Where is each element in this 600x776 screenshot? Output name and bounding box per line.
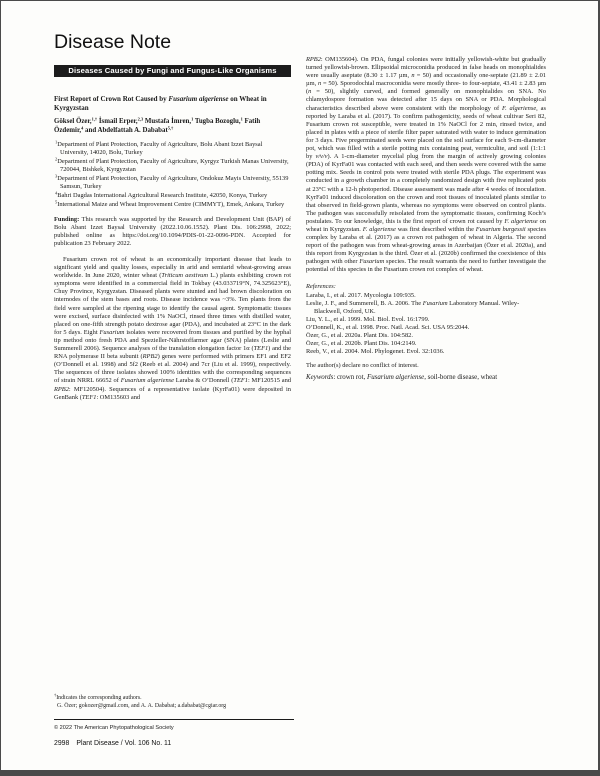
- author-affiliation-mark: 1: [191, 116, 194, 122]
- reference-item: Leslie, J. F., and Summerell, B. A. 2006. The Fusarium Laboratory Manual. Wiley-Blackwell, Oxford, UK.: [306, 299, 520, 315]
- right-column: [306, 56, 546, 382]
- keywords-text: : crown rot,: [333, 373, 367, 381]
- italic-term: v/v/v: [315, 153, 328, 161]
- page-footer: [54, 740, 171, 747]
- affiliation: [54, 175, 291, 191]
- italic-term: Fusarium burgessii: [475, 225, 526, 233]
- italic-term: TEF1: [233, 377, 248, 385]
- italic-term: n: [318, 80, 322, 88]
- affiliation: [54, 141, 291, 157]
- keywords: [306, 374, 546, 382]
- reference-item: Liu, Y. L., et al. 1999. Mol. Biol. Evol. 16:1799.: [306, 315, 430, 323]
- funding-label: Funding:: [54, 215, 80, 223]
- affiliation-text: Bahri Dagdas International Agricultural Research Institute, 42050, Konya, Turkey: [57, 191, 268, 199]
- italic-term: TEF1: [253, 345, 269, 353]
- references-list: [306, 292, 546, 356]
- corresponding-note-text: Indicates the corresponding authors.: [56, 695, 142, 701]
- italic-term: Fusarium: [422, 299, 448, 307]
- affiliation-number: 4: [55, 190, 58, 196]
- italic-term: Fusarium algeriense: [120, 377, 174, 385]
- affiliation: [54, 192, 291, 200]
- reference-item: O’Donnell, K., et al. 1998. Proc. Natl. Acad. Sci. USA 95:2044.: [306, 323, 470, 331]
- footnote: [54, 692, 294, 710]
- author-name: Göksel Özer,: [54, 118, 92, 126]
- body-text-left: Fusarium crown rot of wheat is an economically important disease that leads to significant yield and quality losses, especially in arid and semiarid wheat-growing areas worldwide. In June 2020, winter wheat (Triticum aestivum L.) plants exhibiting crown rot symptoms were identified in a commercial field in Tokbay (43.033719°N, 74.325623°E), Chuy Province, Kyrgyzstan. Diseased plants were stunted and had brown discoloration on internodes of the stem bases and roots. Disease incidence was ~3%. Ten plants from the field were sampled at the ripening stage to identify the causal agent. Symptomatic tissues were excised, surface disinfected with 1% NaOCl, rinsed three times with distilled water, placed on one-fifth strength potato dextrose agar (PDA), and incubated at 23°C in the dark for 5 days. Eight Fusarium isolates were recovered from tissues and purified by the hyphal tip method onto fresh PDA and Spezieller-Nährstoffarmer agar (SNA) plates (Leslie and Summerell 2006). Sequence analyses of the translation elongation factor 1α (TEF1) and the RNA polymerase II beta subunit (RPB2) genes were performed with primers EF1 and EF2 (O’Donnell et al. 1998) and 5f2 (Reeb et al. 2004) and 7cr (Liu et al. 1999), respectively. The sequences of three isolates showed 100% identities with the corresponding sequences of strain NRRL 66652 of Fusarium algeriense Laraba & O’Donnell (TEF1: MF120515 and RPB2: MF120504). Sequences of a representative isolate (KyrFa01) were deposited in GenBank (TEF1: OM135603 and: [54, 256, 292, 401]
- italic-term: Triticum aestivum: [161, 272, 208, 280]
- article-title: [54, 95, 291, 112]
- italic-term: n: [308, 88, 312, 96]
- affiliation-text: Department of Plant Protection, Faculty of Agriculture, Bolu Abant Izzet Baysal University, 14020, Bolu, Turkey: [57, 141, 263, 157]
- affiliation-text: Department of Plant Protection, Faculty of Agriculture, Ondokuz Mayis University, 55139 Samsun, Turkey: [57, 175, 289, 190]
- affiliation: [54, 158, 291, 174]
- author-name: Fatih Özdemir,: [54, 118, 261, 134]
- reference-item: Özer, G., et al. 2020b. Plant Dis. 104:2149.: [306, 339, 417, 347]
- article-title-text: First Report of Crown Rot Caused by: [54, 95, 169, 103]
- affiliation-number: 1: [55, 139, 58, 145]
- reference-item: Laraba, I., et al. 2017. Mycologia 109:935.: [306, 291, 416, 299]
- affiliation-text: International Maize and Wheat Improvement Centre (CIMMYT), Emek, Ankara, Turkey: [57, 200, 285, 208]
- author-affiliation-mark: 5,†: [167, 125, 174, 131]
- page-number: 2998: [54, 740, 70, 747]
- section-band: Diseases Caused by Fungi and Fungus-Like Organisms: [54, 65, 291, 77]
- reference-item: Özer, G., et al. 2020a. Plant Dis. 104:582.: [306, 331, 413, 339]
- italic-term: F. algeriense: [504, 217, 538, 225]
- italic-term: RPB2: [54, 385, 69, 393]
- italic-term: n: [411, 72, 415, 80]
- journal-page: [1, 1, 598, 770]
- body-text-right: RPB2: OM135604). On PDA, fungal colonies were initially yellowish-white but gradually turned yellowish-brown. Ellipsoidal microconidia produced in false heads on monophialides were usually aseptate (8.30 ± 1.17 µm, n = 50) and occasionally one-septate (21.89 ± 2.01 µm, n = 50). Sporodochial macroconidia were mostly three- to four-septate, 43.41 ± 2.83 µm (n = 50), slightly curved, and formed generally on monophialides on SNA. No chlamydospore formation was detected after 15 days on SNA or PDA. Morphological characteristics described above were consistent with the morphology of F. algeriense, as reported by Laraba et al. (2017). To confirm pathogenicity, seeds of wheat cultivar Seri 82, Fusarium crown rot susceptible, were treated in 1% NaOCl for 2 min, rinsed twice, and placed in plates with a piece of sterile filter paper saturated with water to induce germination for 3 days. Five pregerminated seeds were placed on the soil surface for each 9-cm-diameter pot, which was filled with a sterile potting mix containing peat, vermiculite, and soil (1:1:1 by v/v/v). A 1-cm-diameter mycelial plug from the margin of actively growing colonies (PDA) of KyrFa01 was contacted with each seed, and then seeds were covered with the same potting mix. Seeds in control pots were treated with sterile PDA plugs. The experiment was conducted in a growth chamber in a completely randomized design with five replicated pots at 23°C with a 12-h photoperiod. Disease assessment was made after 4 weeks of inoculation. KyrFa01 induced discoloration on the crown and root tissues of inoculated plants similar to that observed in field-grown plants, whereas no symptoms were observed on control plants. The pathogen was successfully reisolated from the symptomatic tissues, confirming Koch’s postulates. To our knowledge, this is the first report of crown rot caused by F. algeriense on wheat in Kyrgyzstan. F. algeriense was first described within the Fusarium burgessii species complex by Laraba et al. (2017) as a crown rot pathogen of wheat in Algeria. The second report of the pathogen was from wheat-growing areas in Azerbaijan (Özer et al. 2020a), and this report from Kyrgyzstan is the third. Özer et al. (2020b) confirmed the coexistence of this pathogen with other Fusarium species. The result warrants the need to further investigate the potential of this species in the Fusarium crown rot complex of wheat.: [306, 56, 546, 274]
- footer-divider: [54, 719, 294, 720]
- funding-statement: [54, 216, 291, 248]
- affiliation-number: 3: [55, 173, 58, 179]
- italic-term: F. algeriense: [362, 225, 396, 233]
- italic-term: Fusarium: [99, 328, 125, 336]
- keywords-label: Keywords: [306, 373, 334, 381]
- article-title-text-end: on Wheat in Kyrgyzstan: [54, 95, 267, 112]
- author-affiliation-mark: 1: [240, 116, 243, 122]
- author-name: Mustafa İmren,: [143, 118, 192, 126]
- dagger-mark: †: [54, 692, 57, 698]
- author-name: Tugba Bozoglu,: [193, 118, 241, 126]
- reference-item: Reeb, V., et al. 2004. Mol. Phylogenet. Evol. 32:1036.: [306, 347, 445, 355]
- affiliations: [54, 141, 291, 208]
- page-title: Disease Note: [54, 31, 172, 53]
- italic-term: RPB2: [306, 56, 321, 63]
- copyright: © 2022 The American Phytopathological Society: [54, 725, 174, 731]
- article-title-species: Fusarium algeriense: [168, 95, 229, 103]
- corresponding-contacts: G. Özer; gokozer@gmail.com, and A. A. Dababat; a.dababat@cgiar.org: [57, 702, 227, 709]
- author-affiliation-mark: 4: [81, 125, 84, 131]
- affiliation-number: 2: [55, 156, 58, 162]
- affiliation: [54, 201, 291, 209]
- affiliation-number: 5: [55, 199, 58, 205]
- funding-text: This research was supported by the Research and Development Unit (BAP) of Bolu Abant Izzet Baysal University (2022.10.06.1552). Plant Dis. 106:2998, 2022; published online as https://doi.org/10.1094/PDIS-01-22-0096-PDN. Accepted for publication 23 February 2022.: [54, 215, 291, 247]
- left-column: [54, 95, 291, 402]
- journal-info: Plant Disease / Vol. 106 No. 11: [76, 740, 172, 747]
- author-affiliation-mark: 1,†: [91, 116, 98, 122]
- corresponding-note: [54, 692, 294, 703]
- italic-term: RPB2: [142, 353, 158, 361]
- italic-term: Fusarium: [359, 258, 385, 266]
- author-affiliation-mark: 2,3: [137, 116, 144, 122]
- keywords-species: Fusarium algeriense: [367, 373, 425, 381]
- author-list: [54, 118, 291, 135]
- author-name: İsmail Erper,: [97, 118, 138, 126]
- italic-term: F. algeriense: [501, 104, 537, 112]
- italic-term: TEF1: [81, 393, 97, 401]
- conflict-of-interest: The author(s) declare no conflict of interest.: [306, 361, 419, 369]
- affiliation-text: Department of Plant Protection, Faculty of Agriculture, Kyrgyz Turkish Manas University, 720044, Bishkek, Kyrgyzstan: [57, 158, 289, 174]
- author-name: and Abdelfattah A. Dababat: [83, 126, 168, 134]
- keywords-text-end: , soil-borne disease, wheat: [424, 373, 498, 381]
- references-heading: References:: [306, 282, 336, 290]
